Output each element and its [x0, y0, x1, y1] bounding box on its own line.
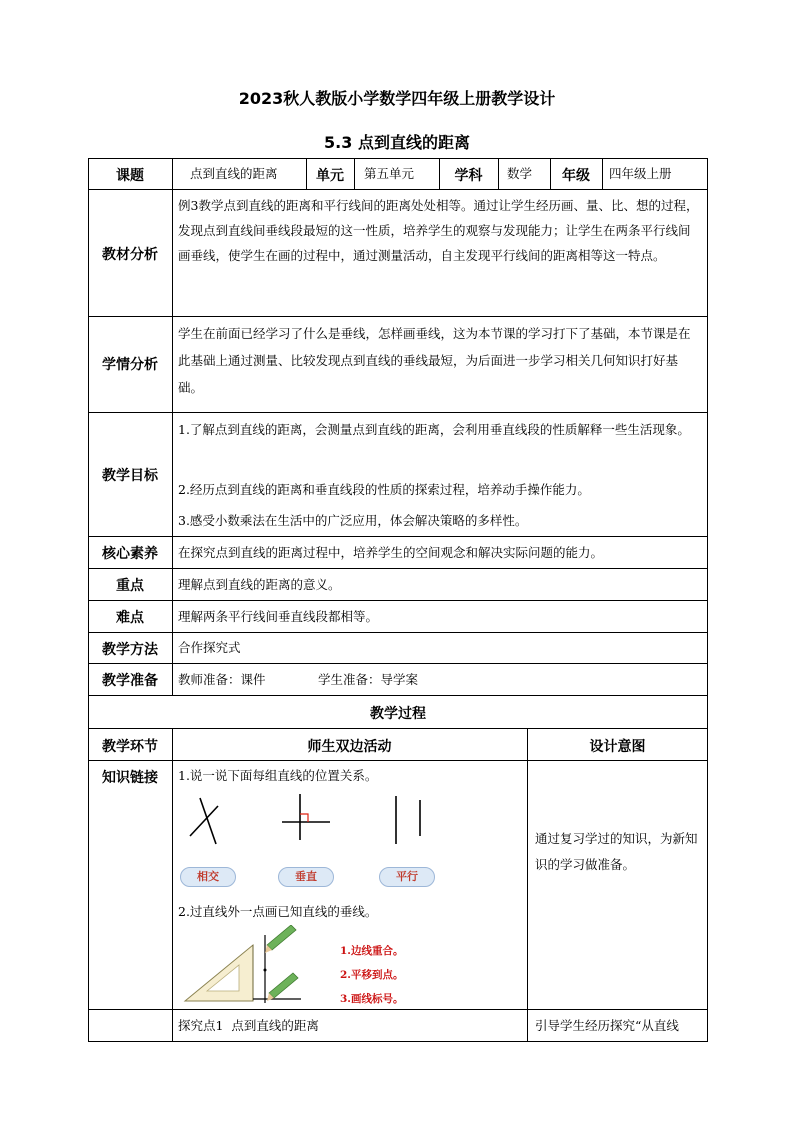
intersecting-lines — [190, 798, 218, 844]
students-text: 学生在前面已经学习了什么是垂线，怎样画垂线，这为本节课的学习打下了基础，本节课是在此基础上通过测量、比较发现点到直线的垂线最短，为后面进一步学习相关几何知识打好基础。 — [178, 326, 691, 395]
set-square-illustration — [183, 925, 323, 1005]
students-label: 学情分析 — [102, 357, 158, 373]
step-3: 3.画线标号。 — [340, 993, 404, 1005]
prep-student: 学生准备：导学案 — [318, 672, 419, 687]
grade-value: 四年级上册 — [609, 166, 672, 181]
question-2: 2.过直线外一点画已知直线的垂线。 — [178, 904, 378, 919]
step-2: 2.平移到点。 — [340, 969, 404, 981]
material-label: 教材分析 — [102, 247, 158, 263]
col-intent-header: 设计意图 — [589, 739, 646, 755]
goals-label: 教学目标 — [102, 468, 158, 484]
prep-teacher: 教师准备：课件 — [178, 672, 266, 687]
goal-item-2: 2.经历点到直线的距离和垂直线段的性质的探索过程，培养动手操作能力。 — [178, 482, 590, 497]
goal-item-1: 1.了解点到直线的距离，会测量点到直线的距离，会利用垂直线段的性质解释一些生活现象。 — [178, 422, 690, 437]
unit-value: 第五单元 — [364, 166, 415, 181]
subject-label: 学科 — [454, 168, 483, 184]
unit-label: 单元 — [316, 168, 344, 184]
grade-label: 年级 — [562, 168, 590, 184]
line-relations-diagram — [180, 792, 440, 852]
document-title: 2023秋人教版小学数学四年级上册教学设计 — [238, 89, 556, 108]
key-label: 重点 — [116, 578, 144, 594]
method-label: 教学方法 — [102, 642, 158, 658]
difficult-text: 理解两条平行线间垂直线段都相等。 — [178, 609, 379, 624]
material-text: 例3教学点到直线的距离和平行线间的距离处处相等。通过让学生经历画、量、比、想的过程，发现点到直线间垂线段最短的这一性质，培养学生的观察与发现能力；让学生在两条平行线间画垂线，使学生在画的过程中，通过测量活动，自主发现平行线间的距离相等这一特点。 — [178, 198, 699, 263]
intent-explore-1: 引导学生经历探究“从直线 — [535, 1018, 679, 1033]
stage-knowledge-link: 知识链接 — [102, 770, 158, 786]
lesson-title: 5.3 点到直线的距离 — [324, 133, 470, 152]
key-text: 理解点到直线的距离的意义。 — [178, 577, 341, 592]
core-label: 核心素养 — [102, 546, 158, 562]
process-title: 教学过程 — [370, 706, 426, 722]
subject-value: 数学 — [507, 166, 533, 181]
prep-label: 教学准备 — [102, 673, 158, 689]
core-text: 在探究点到直线的距离过程中，培养学生的空间观念和解决实际问题的能力。 — [178, 545, 604, 560]
col-activity-header: 师生双边活动 — [307, 739, 392, 755]
method-text: 合作探究式 — [178, 640, 241, 655]
label-perpendicular: 垂直 — [278, 867, 334, 887]
topic-label: 课题 — [116, 168, 144, 184]
difficult-label: 难点 — [116, 610, 144, 626]
perpendicular-lines — [282, 794, 330, 840]
goal-item-3: 3.感受小数乘法在生活中的广泛应用，体会解决策略的多样性。 — [178, 513, 528, 528]
intent-knowledge-link: 通过复习学过的知识，为新知识的学习做准备。 — [535, 831, 698, 872]
step-1: 1.边线重合。 — [340, 945, 404, 957]
explore-point-1: 探究点1 点到直线的距离 — [178, 1018, 319, 1033]
parallel-lines — [396, 796, 420, 844]
label-parallel: 平行 — [379, 867, 435, 887]
topic-value: 点到直线的距离 — [190, 166, 278, 181]
question-1: 1.说一说下面每组直线的位置关系。 — [178, 768, 378, 783]
col-stage-header: 教学环节 — [102, 739, 158, 755]
label-intersect: 相交 — [180, 867, 236, 887]
